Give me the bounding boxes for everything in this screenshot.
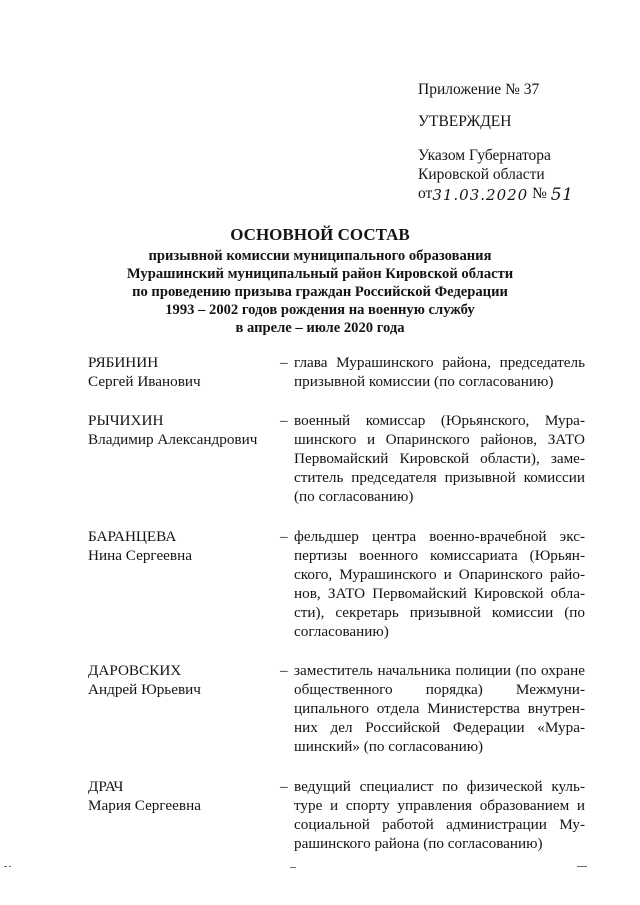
member-dash: – (280, 528, 288, 545)
member-entry (88, 661, 588, 756)
scan-speck (290, 867, 296, 868)
member-surname: ДРАЧ (88, 778, 124, 795)
member-surname: РЯБИНИН (88, 354, 159, 371)
member-name (88, 353, 280, 391)
decree-issuer-line2: Кировской области (418, 166, 545, 183)
title-line: 1993 – 2002 годов рождения на военную службу (165, 302, 475, 318)
member-given-name: Сергей Иванович (88, 373, 201, 390)
member-entry (88, 777, 588, 853)
member-given-name: Владимир Александрович (88, 431, 258, 448)
approved-label: УТВЕРЖДЕН (418, 113, 512, 130)
member-entry (88, 411, 588, 506)
member-entry (88, 353, 588, 391)
member-name (88, 661, 280, 756)
title-line: Мурашинский муниципальный район Кировской области (126, 266, 514, 282)
member-role: военный комиссар (Юрьянского, Мурашинского и Опаринского районов, ЗАТО Первомайский Кировской области), заместитель председателя призывной комиссии (по согласованию) (294, 412, 585, 505)
handwritten-number: 51 (550, 185, 574, 205)
member-name (88, 777, 280, 853)
approval-block (418, 80, 618, 203)
scan-speck (577, 866, 587, 867)
appendix-number: Приложение № 37 (418, 81, 540, 98)
member-role: глава Мурашинского района, председатель призывной комиссии (по согласованию) (294, 354, 585, 390)
member-surname: ДАРОВСКИХ (88, 662, 182, 679)
member-dash: – (280, 412, 288, 429)
member-role: заместитель начальника полиции (по охране общественного порядка) Межмуниципального отдела Министерства внутренних дел Российской Федерации «Мурашинский» (по согласованию) (294, 662, 585, 755)
document-title (60, 224, 580, 337)
decree-date-number (418, 184, 618, 203)
member-dash: – (280, 662, 288, 679)
title-main: ОСНОВНОЙ СОСТАВ (230, 225, 410, 244)
handwritten-date: 31.03.2020 (432, 186, 529, 204)
member-dash: – (280, 778, 288, 795)
decree-issuer-line1: Указом Губернатора (418, 147, 551, 164)
scan-speck (9, 866, 11, 867)
scan-speck (4, 866, 7, 867)
member-given-name: Нина Сергеевна (88, 547, 192, 564)
title-line: по проведению призыва граждан Российской Федерации (132, 284, 508, 300)
members-list (88, 353, 588, 853)
member-entry (88, 527, 588, 641)
member-role: фельдшер центра военно-врачебной экспертизы военного комиссариата (Юрьянского, Мурашинского и Опаринского районов, ЗАТО Первомайский Кировской области), секретарь призывной комиссии (по согласованию) (294, 528, 585, 640)
member-surname: РЫЧИХИН (88, 412, 164, 429)
member-role: ведущий специалист по физической культуре и спорту управления образованием и социальной работой администрации Мурашинского района (по согласованию) (294, 778, 585, 852)
member-name (88, 527, 280, 641)
title-line: призывной комиссии муниципального образования (148, 248, 492, 264)
member-given-name: Андрей Юрьевич (88, 681, 201, 698)
member-given-name: Мария Сергеевна (88, 797, 201, 814)
date-prefix: от (418, 185, 433, 202)
number-prefix: № (532, 185, 547, 202)
member-surname: БАРАНЦЕВА (88, 528, 177, 545)
title-line: в апреле – июле 2020 года (235, 320, 405, 336)
member-name (88, 411, 280, 506)
member-dash: – (280, 354, 288, 371)
